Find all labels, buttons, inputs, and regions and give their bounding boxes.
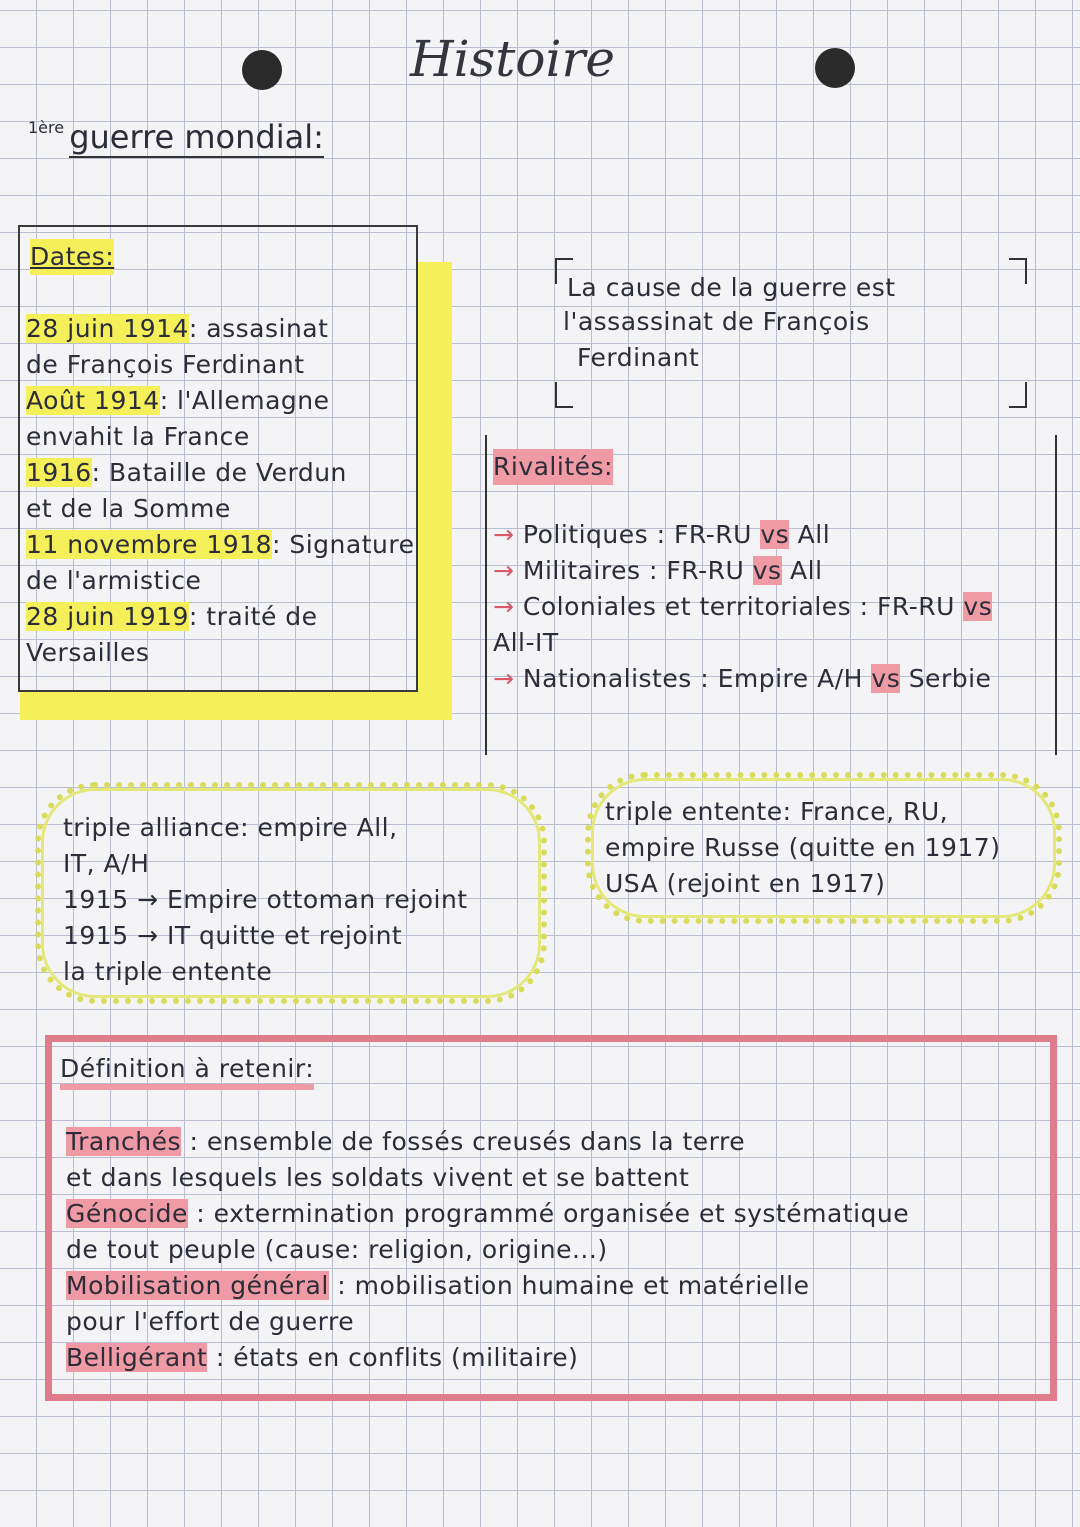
- definition-term: Génocide: [66, 1199, 188, 1228]
- definition-continuation: de tout peuple (cause: religion, origine...): [66, 1235, 608, 1264]
- rivalites-heading: Rivalités:: [493, 449, 613, 485]
- page-title: Histoire: [410, 30, 615, 88]
- rivalry-label: Politiques: [522, 520, 649, 549]
- definition-text: : ensemble de fossés creusés dans la terre: [181, 1127, 746, 1156]
- corner-bracket: [555, 382, 573, 408]
- date-text: Versailles: [26, 638, 150, 667]
- date-text: envahit la France: [26, 422, 250, 451]
- date-label: 1916: [26, 458, 92, 487]
- rivalry-right: Serbie: [908, 664, 992, 693]
- heading-superscript: 1ère: [28, 118, 65, 137]
- dates-heading: Dates:: [30, 239, 114, 275]
- date-entry: [26, 563, 414, 599]
- rivalry-left: Empire A/H: [717, 664, 863, 693]
- rivalry-right: All-IT: [493, 628, 559, 657]
- rivalry-vs: vs: [752, 556, 782, 585]
- definition-term: Tranchés: [66, 1127, 182, 1156]
- arrow-icon: →: [493, 520, 523, 549]
- triple-entente-line: USA (rejoint en 1917): [605, 869, 886, 898]
- date-entry: [26, 311, 414, 347]
- rivalry-left: FR-RU: [673, 520, 752, 549]
- cause-line: Ferdinant: [577, 343, 700, 372]
- date-text: : traité de: [188, 602, 318, 631]
- binder-hole-right: [815, 48, 855, 88]
- heading-text: guerre mondial:: [69, 118, 324, 156]
- definition-continuation: pour l'effort de guerre: [66, 1307, 355, 1336]
- date-text: et de la Somme: [26, 494, 231, 523]
- triple-entente-cloud: [585, 772, 1062, 924]
- triple-entente-line: triple entente: France, RU,: [605, 797, 949, 826]
- date-label: 11 novembre 1918: [26, 530, 272, 559]
- triple-alliance-line: la triple entente: [63, 957, 273, 986]
- rivalry-left: FR-RU: [877, 592, 955, 621]
- date-entry: [26, 527, 414, 563]
- rivalry-right: All: [790, 556, 823, 585]
- rivalry-item: → Coloniales et territoriales : FR-RU vs All-IT: [493, 592, 993, 657]
- triple-alliance-line: 1915 → IT quitte et rejoint: [63, 921, 403, 950]
- cause-box: [555, 258, 1027, 408]
- date-text: de l'armistice: [26, 566, 202, 595]
- rivalry-label: Coloniales et territoriales: [522, 592, 852, 621]
- definition-text: : extermination programmé organisée et systématique: [187, 1199, 910, 1228]
- definition-term: Belligérant: [66, 1343, 208, 1372]
- date-entry: [26, 455, 414, 491]
- corner-bracket: [1009, 258, 1027, 284]
- date-text: de François Ferdinant: [26, 350, 305, 379]
- date-entry: [26, 347, 414, 383]
- cause-line: l'assassinat de François: [563, 307, 870, 336]
- definitions-box: [45, 1035, 1057, 1401]
- date-label: 28 juin 1919: [26, 602, 189, 631]
- binder-hole-left: [242, 50, 282, 90]
- date-entry: [26, 599, 414, 635]
- date-text: : Signature: [271, 530, 415, 559]
- date-entry: [26, 419, 414, 455]
- definition-text: : états en conflits (militaire): [207, 1343, 579, 1372]
- date-text: : assasinat: [188, 314, 329, 343]
- date-text: : Bataille de Verdun: [91, 458, 347, 487]
- definition-item: [66, 1268, 909, 1304]
- date-label: Août 1914: [26, 386, 160, 415]
- rivalry-right: All: [797, 520, 831, 549]
- section-heading: [28, 118, 324, 156]
- rivalry-item: → Militaires : FR-RU vs All: [493, 556, 823, 585]
- dates-highlight-bottom: [20, 690, 452, 720]
- triple-alliance-line: IT, A/H: [63, 849, 150, 878]
- date-text: : l'Allemagne: [159, 386, 330, 415]
- date-label: 28 juin 1914: [26, 314, 189, 343]
- triple-alliance-cloud: [35, 782, 547, 1004]
- rivalry-left: FR-RU: [666, 556, 745, 585]
- definition-item: [66, 1196, 909, 1232]
- rivalry-label: Nationalistes: [522, 664, 692, 693]
- date-entry: [26, 635, 414, 671]
- definition-text: : mobilisation humaine et matérielle: [328, 1271, 810, 1300]
- rivalry-item: → Nationalistes : Empire A/H vs Serbie: [493, 664, 992, 693]
- arrow-icon: →: [493, 556, 523, 585]
- rivalry-vs: vs: [871, 664, 901, 693]
- arrow-icon: →: [493, 592, 523, 621]
- corner-bracket: [1009, 382, 1027, 408]
- rivalry-vs: vs: [760, 520, 790, 549]
- rivalry-label: Militaires: [522, 556, 641, 585]
- definition-item: [66, 1124, 909, 1160]
- dates-box: [18, 225, 418, 692]
- triple-entente-line: empire Russe (quitte en 1917): [605, 833, 1001, 862]
- triple-alliance-line: 1915 → Empire ottoman rejoint: [63, 885, 468, 914]
- rivalry-item: → Politiques : FR-RU vs All: [493, 520, 831, 549]
- rivalry-vs: vs: [963, 592, 993, 621]
- triple-alliance-line: triple alliance: empire All,: [63, 813, 398, 842]
- definition-continuation: et dans lesquels les soldats vivent et se battent: [66, 1163, 690, 1192]
- dates-highlight-right: [418, 262, 452, 720]
- arrow-icon: →: [493, 664, 523, 693]
- definition-item: [66, 1340, 909, 1376]
- date-entry: [26, 491, 414, 527]
- rivalites-box: [485, 435, 1057, 755]
- definitions-heading: Définition à retenir:: [60, 1054, 314, 1090]
- date-entry: [26, 383, 414, 419]
- definition-term: Mobilisation général: [66, 1271, 329, 1300]
- cause-line: La cause de la guerre est: [567, 273, 896, 302]
